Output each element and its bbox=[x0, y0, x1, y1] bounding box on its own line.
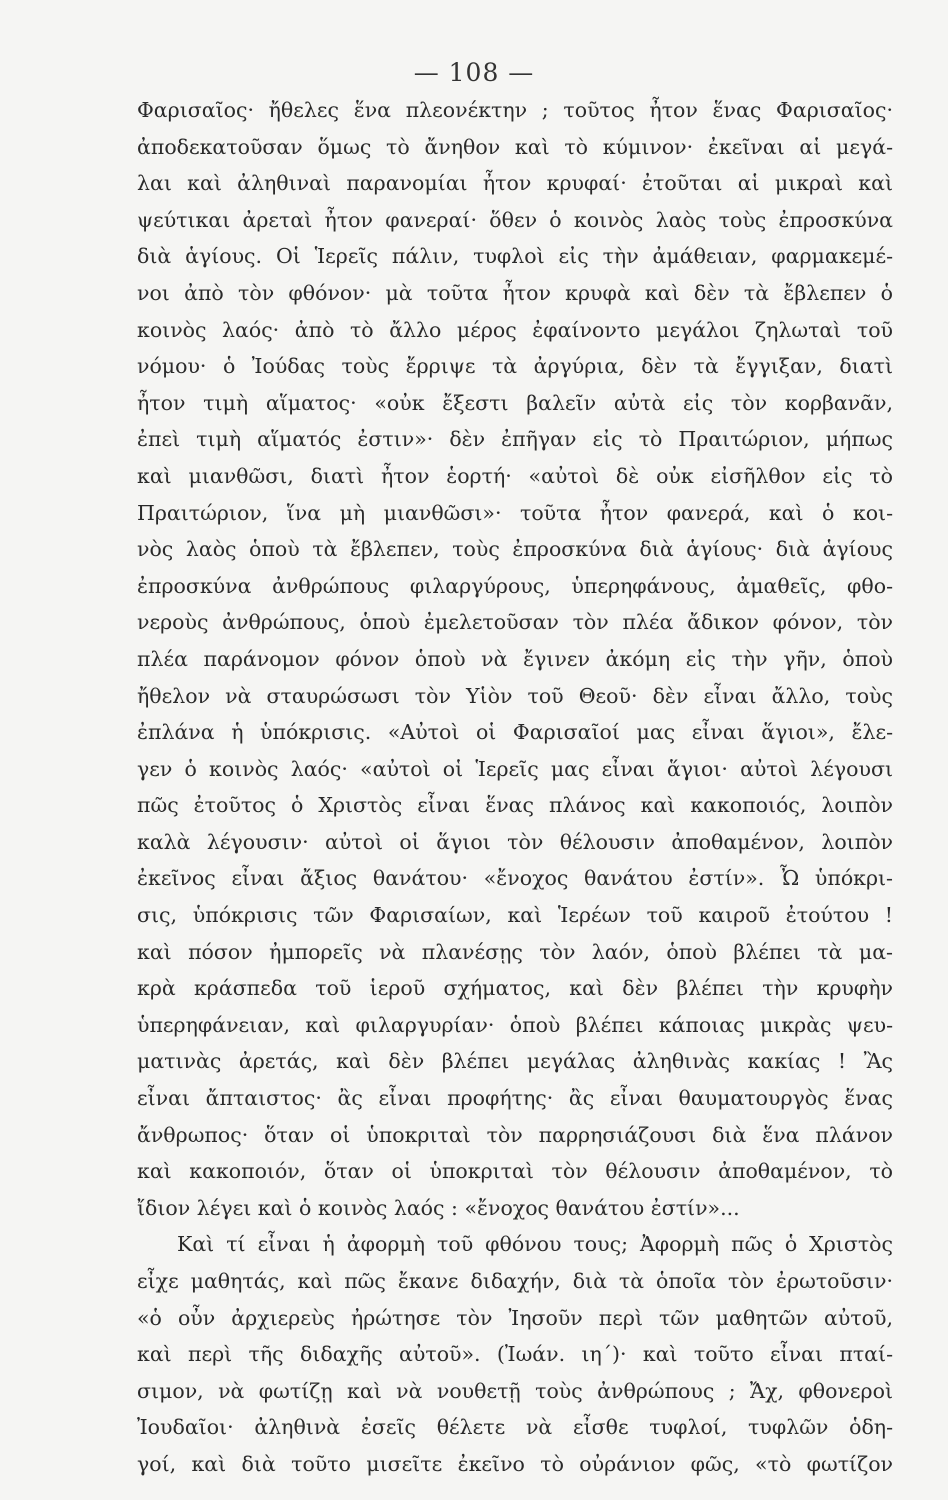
text-line: καὶ περὶ τῆς διδαχῆς αὐτοῦ». (Ἰωάν. ιη´)· καὶ τοῦτο εἶναι πταί- bbox=[137, 1342, 893, 1367]
text-line: Πραιτώριον, ἵνα μὴ μιανθῶσι»· τοῦτα ἦτον φανερά, καὶ ὁ κοι- bbox=[137, 500, 893, 525]
text-line: σιμον, νὰ φωτίζῃ καὶ νὰ νουθετῇ τοὺς ἀνθρώπους ; Ἄχ, φθονεροὶ bbox=[137, 1378, 893, 1403]
text-line: νόμου· ὁ Ἰούδας τοὺς ἔρριψε τὰ ἀργύρια, δὲν τὰ ἔγγιξαν, διατὶ bbox=[137, 354, 893, 379]
text-line: σις, ὑπόκρισις τῶν Φαρισαίων, καὶ Ἱερέων τοῦ καιροῦ ἐτούτου ! bbox=[137, 903, 893, 928]
text-line: ἀποδεκατοῦσαν ὅμως τὸ ἄνηθον καὶ τὸ κύμινον· ἐκεῖναι αἱ μεγά- bbox=[137, 134, 893, 159]
text-line: Φαρισαῖος· ἤθελες ἕνα πλεονέκτην ; τοῦτος ἦτον ἕνας Φαρισαῖος· bbox=[137, 98, 893, 122]
text-line: «ὁ οὖν ἀρχιερεὺς ἠρώτησε τὸν Ἰησοῦν περὶ τῶν μαθητῶν αὐτοῦ, bbox=[137, 1305, 893, 1330]
text-line: διὰ ἁγίους. Οἱ Ἱερεῖς πάλιν, τυφλοὶ εἰς τὴν ἀμάθειαν, φαρμακεμέ- bbox=[137, 244, 893, 269]
text-line: ἴδιον λέγει καὶ ὁ κοινὸς λαός : «ἔνοχος θανάτου ἐστίν»... bbox=[137, 1195, 740, 1220]
text-line: ἤθελον νὰ σταυρώσωσι τὸν Υἱὸν τοῦ Θεοῦ· δὲν εἶναι ἄλλο, τοὺς bbox=[137, 683, 893, 708]
text-line: ἐπεὶ τιμὴ αἵματός ἐστιν»· δὲν ἐπῆγαν εἰς τὸ Πραιτώριον, μήπως bbox=[137, 427, 893, 452]
text-line: λαι καὶ ἀληθιναὶ παρανομίαι ἦτον κρυφαί· ἐτοῦται αἱ μικραὶ καὶ bbox=[137, 171, 893, 196]
text-line: νοι ἀπὸ τὸν φθόνον· μὰ τοῦτα ἦτον κρυφὰ καὶ δὲν τὰ ἔβλεπεν ὁ bbox=[137, 280, 893, 305]
page-number: — 108 — bbox=[413, 58, 535, 87]
body-text bbox=[137, 92, 893, 1483]
text-line: ἐπροσκύνα ἀνθρώπους φιλαργύρους, ὑπερηφάνους, ἀμαθεῖς, φθο- bbox=[137, 573, 893, 598]
text-line: πλέα παράνομον φόνον ὁποὺ νὰ ἔγινεν ἀκόμη εἰς τὴν γῆν, ὁποὺ bbox=[137, 646, 893, 671]
text-line: κοινὸς λαός· ἀπὸ τὸ ἄλλο μέρος ἐφαίνοντο μεγάλοι ζηλωταὶ τοῦ bbox=[137, 317, 893, 342]
text-line: νὸς λαὸς ὁποὺ τὰ ἔβλεπεν, τοὺς ἐπροσκύνα διὰ ἁγίους· διὰ ἁγίους bbox=[137, 537, 893, 562]
text-line: ἐπλάνα ἡ ὑπόκρισις. «Αὐτοὶ οἱ Φαρισαῖοί μας εἶναι ἅγιοι», ἔλε- bbox=[137, 720, 893, 745]
text-line: γεν ὁ κοινὸς λαός· «αὐτοὶ οἱ Ἱερεῖς μας εἶναι ἅγιοι· αὐτοὶ λέγουσι bbox=[137, 756, 893, 781]
text-line: καὶ κακοποιόν, ὅταν οἱ ὑποκριταὶ τὸν θέλουσιν ἀποθαμένον, τὸ bbox=[137, 1159, 893, 1184]
text-line: ἄνθρωπος· ὅταν οἱ ὑποκριταὶ τὸν παρρησιάζουσι διὰ ἕνα πλάνον bbox=[137, 1122, 893, 1147]
text-line: καὶ πόσον ἠμπορεῖς νὰ πλανέσῃς τὸν λαόν, ὁποὺ βλέπει τὰ μα- bbox=[137, 939, 893, 964]
text-line: Ἰουδαῖοι· ἀληθινὰ ἐσεῖς θέλετε νὰ εἶσθε τυφλοί, τυφλῶν ὁδη- bbox=[137, 1415, 893, 1440]
text-line: πῶς ἐτοῦτος ὁ Χριστὸς εἶναι ἕνας πλάνος καὶ κακοποιός, λοιπὸν bbox=[137, 793, 893, 818]
text-line: καλὰ λέγουσιν· αὐτοὶ οἱ ἅγιοι τὸν θέλουσιν ἀποθαμένον, λοιπὸν bbox=[137, 829, 893, 854]
text-line: ἐκεῖνος εἶναι ἄξιος θανάτου· «ἔνοχος θανάτου ἐστίν». Ὦ ὑπόκρι- bbox=[137, 866, 893, 891]
text-line: ὑπερηφάνειαν, καὶ φιλαργυρίαν· ὁποὺ βλέπει κάποιας μικρὰς ψευ- bbox=[137, 1012, 893, 1037]
text-line: εἶχε μαθητάς, καὶ πῶς ἔκανε διδαχήν, διὰ τὰ ὁποῖα τὸν ἐρωτοῦσιν· bbox=[137, 1269, 893, 1293]
text-line: νεροὺς ἀνθρώπους, ὁποὺ ἐμελετοῦσαν τὸν πλέα ἄδικον φόνον, τὸν bbox=[137, 610, 893, 635]
text-line: ματινὰς ἀρετάς, καὶ δὲν βλέπει μεγάλας ἀληθινὰς κακίας ! Ἂς bbox=[137, 1049, 893, 1074]
text-line: γοί, καὶ διὰ τοῦτο μισεῖτε ἐκεῖνο τὸ οὐράνιον φῶς, «τὸ φωτίζον bbox=[137, 1451, 893, 1476]
text-line: ψεύτικαι ἀρεταὶ ἦτον φανεραί· ὅθεν ὁ κοινὸς λαὸς τοὺς ἐπροσκύνα bbox=[137, 207, 893, 232]
text-line: ἦτον τιμὴ αἵματος· «οὐκ ἔξεστι βαλεῖν αὐτὰ εἰς τὸν κορβανᾶν, bbox=[137, 390, 893, 415]
text-line: καὶ μιανθῶσι, διατὶ ἦτον ἑορτή· «αὐτοὶ δὲ οὐκ εἰσῆλθον εἰς τὸ bbox=[137, 463, 893, 488]
text-line: εἶναι ἄπταιστος· ἂς εἶναι προφήτης· ἂς εἶναι θαυματουργὸς ἕνας bbox=[137, 1086, 893, 1111]
text-line: κρὰ κράσπεδα τοῦ ἱεροῦ σχήματος, καὶ δὲν βλέπει τὴν κρυφὴν bbox=[137, 976, 893, 1001]
text-line: Καὶ τί εἶναι ἡ ἀφορμὴ τοῦ φθόνου τους; Ἀφορμὴ πῶς ὁ Χριστὸς bbox=[177, 1232, 893, 1257]
